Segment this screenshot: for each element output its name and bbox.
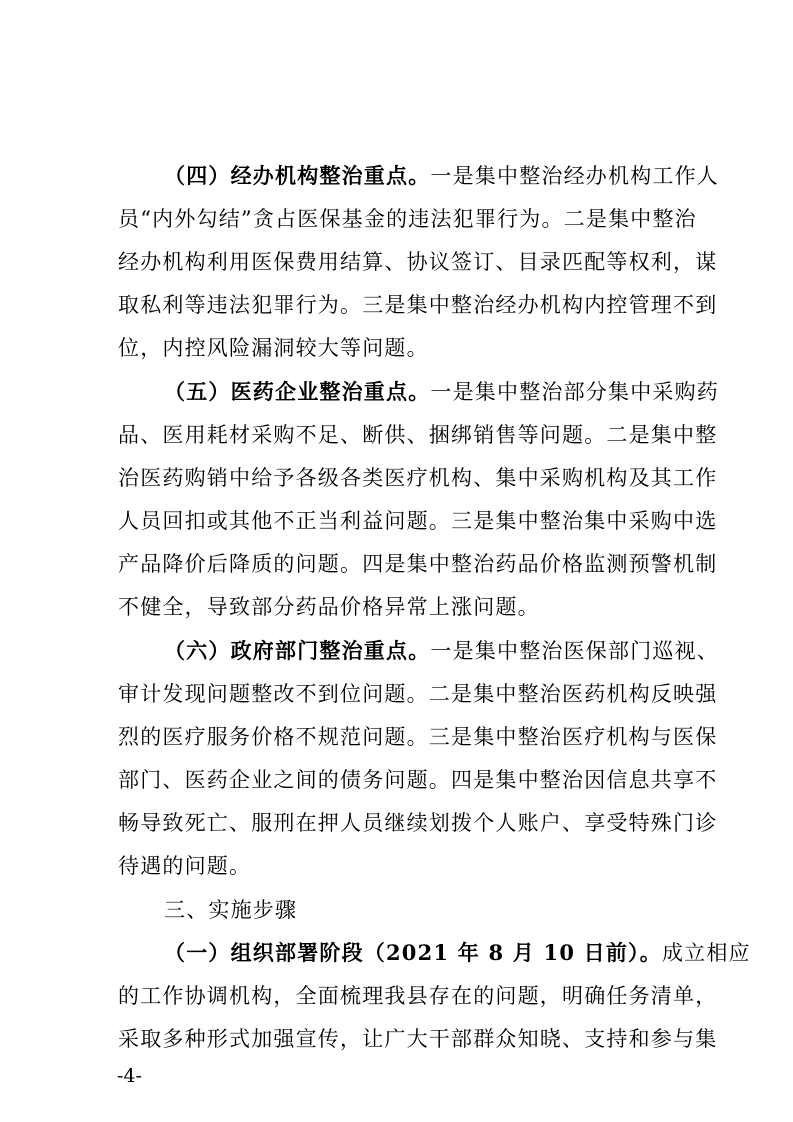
page-number: -4-	[117, 1065, 142, 1087]
section5-line-5: 产品降价后降质的问题。四是集中整治药品价格监测预警机制	[118, 552, 718, 576]
section4-line-5: 位，内控风险漏洞较大等问题。	[118, 336, 429, 360]
section4-first-line	[164, 162, 720, 190]
section5-line-3: 治医药购销中给予各级各类医疗机构、集中采购机构及其工作	[118, 466, 718, 490]
section6-line-3: 烈的医疗服务价格不规范问题。三是集中整治医疗机构与医保	[118, 725, 718, 749]
section5-line-2: 品、医用耗材采购不足、断供、捆绑销售等问题。二是集中整	[118, 423, 718, 447]
section4-line-4: 取私利等违法犯罪行为。三是集中整治经办机构内控管理不到	[118, 293, 718, 317]
section-title: 三、实施步骤	[164, 898, 298, 922]
section4-heading: （四）经办机构整治重点。	[164, 163, 431, 188]
step1-heading: （一）组织部署阶段（2021 年 8 月 10 日前）。	[164, 940, 662, 965]
step1-line-2: 的工作协调机构，全面梳理我县存在的问题，明确任务清单，	[118, 984, 718, 1008]
section4-line-3: 经办机构利用医保费用结算、协议签订、目录匹配等权利，谋	[118, 250, 718, 274]
step1-line-1: 成立相应	[661, 941, 751, 965]
section6-line-2: 审计发现问题整改不到位问题。二是集中整治医药机构反映强	[118, 682, 718, 706]
section6-line-5: 畅导致死亡、服刑在押人员继续划拨个人账户、享受特殊门诊	[118, 811, 718, 835]
section6-line-1: 一是集中整治医保部门巡视、	[430, 639, 720, 663]
section5-heading: （五）医药企业整治重点。	[164, 379, 431, 404]
section6-first-line	[164, 637, 720, 665]
section5-line-4: 人员回扣或其他不正当利益问题。三是集中整治集中采购中选	[118, 509, 718, 533]
section4-line-1: 一是集中整治经办机构工作人	[430, 164, 720, 188]
step1-first-line	[164, 939, 751, 967]
step1-line-3: 采取多种形式加强宣传，让广大干部群众知晓、支持和参与集	[118, 1027, 718, 1051]
section6-line-6: 待遇的问题。	[118, 854, 252, 878]
section4-line-2: 员“内外勾结”贪占医保基金的违法犯罪行为。二是集中整治	[118, 207, 697, 231]
section5-first-line	[164, 378, 720, 406]
section5-line-6: 不健全，导致部分药品价格异常上涨问题。	[118, 595, 540, 619]
section6-heading: （六）政府部门整治重点。	[164, 638, 431, 663]
section6-line-4: 部门、医药企业之间的债务问题。四是集中整治因信息共享不	[118, 768, 718, 792]
section5-line-1: 一是集中整治部分集中采购药	[430, 380, 720, 404]
